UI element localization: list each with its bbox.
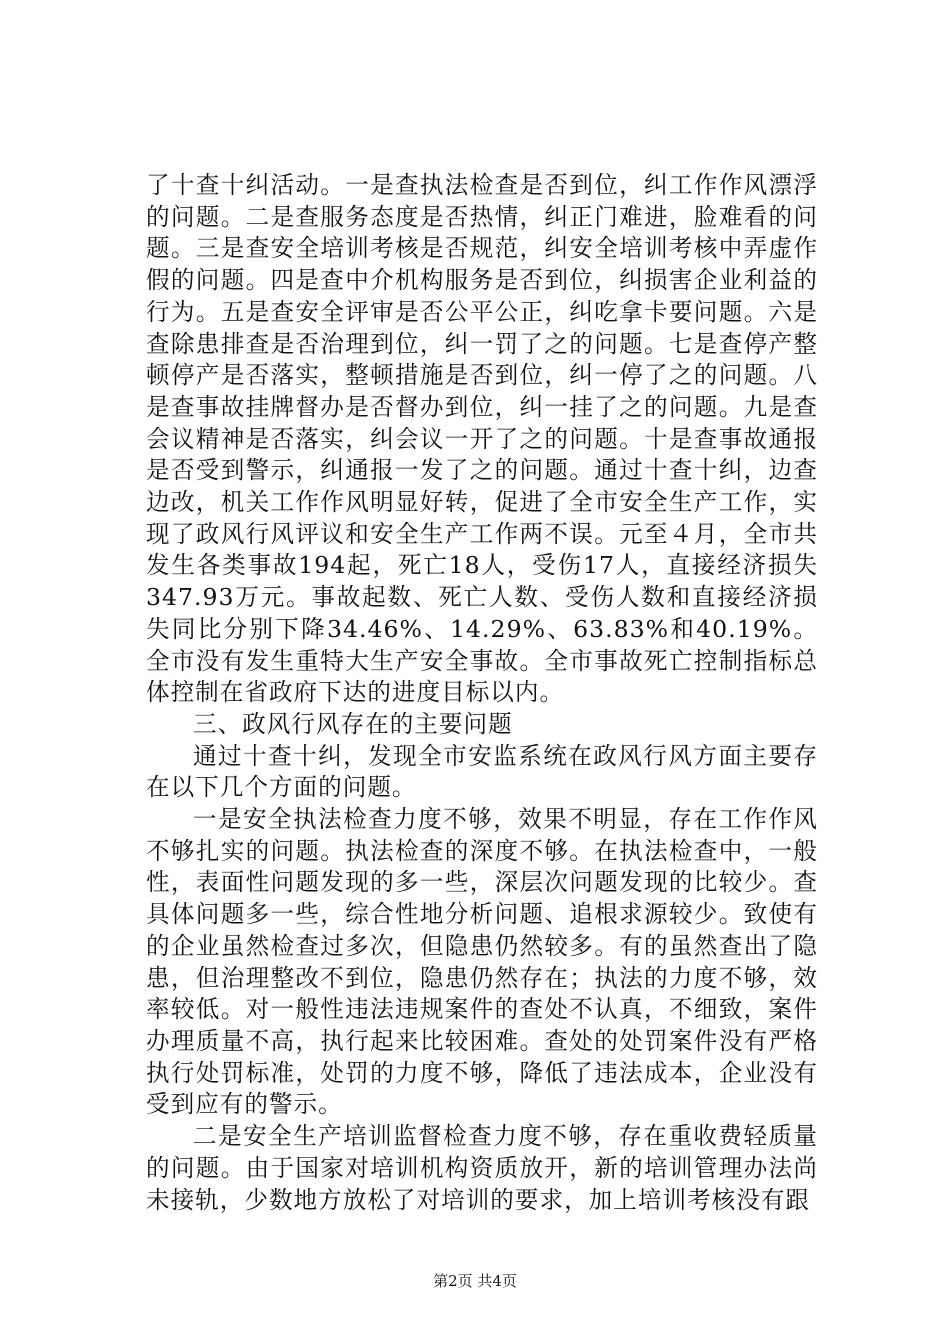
document-body <box>146 170 818 1216</box>
paragraph-continued: 了十查十纠活动。一是查执法检查是否到位，纠工作作风漂浮的问题。二是查服务态度是否热情，纠正门难进，脸难看的问题。三是查安全培训考核是否规范，纠安全培训考核中弄虚作假的问题。四是查中介机构服务是否到位，纠损害企业利益的行为。五是查安全评审是否公平公正，纠吃拿卡要问题。六是查除患排查是否治理到位，纠一罚了之的问题。七是查停产整顿停产是否落实，整顿措施是否到位，纠一停了之的问题。八是查事故挂牌督办是否督办到位，纠一挂了之的问题。九是查会议精神是否落实，纠会议一开了之的问题。十是查事故通报是否受到警示，纠通报一发了之的问题。通过十查十纠，边查边改，机关工作作风明显好转，促进了全市安全生产工作，实现了政风行风评议和安全生产工作两不误。元至４月，全市共发生各类事故194起，死亡18人，受伤17人，直接经济损失347.93万元。事故起数、死亡人数、受伤人数和直接经济损失同比分别下降34.46%、14.29%、63.83%和40.19%。全市没有发生重特大生产安全事故。全市事故死亡控制指标总体控制在省政府下达的进度目标以内。 <box>146 171 818 707</box>
section-heading: 三、政风行风存在的主要问题 <box>193 709 513 738</box>
paragraph-problem-one: 一是安全执法检查力度不够，效果不明显，存在工作作风不够扎实的问题。执法检查的深度不够。在执法检查中，一般性，表面性问题发现的多一些，深层次问题发现的比较少。查具体问题多一些，综合性地分析问题、追根求源较少。致使有的企业虽然检查过多次，但隐患仍然较多。有的虽然查出了隐患，但治理整改不到位，隐患仍然存在；执法的力度不够，效率较低。对一般性违法违规案件的查处不认真，不细致，案件办理质量不高，执行起来比较困难。查处的处罚案件没有严格执行处罚标准，处罚的力度不够，降低了违法成本，企业没有受到应有的警示。 <box>146 805 818 1119</box>
page-footer: 第2页 共4页 <box>433 1272 517 1290</box>
paragraph-problem-two: 二是安全生产培训监督检查力度不够，存在重收费轻质量的问题。由于国家对培训机构资质放开，新的培训管理办法尚未接轨，少数地方放松了对培训的要求，加上培训考核没有跟 <box>146 1122 818 1214</box>
paragraph-intro: 通过十查十纠，发现全市安监系统在政风行风方面主要存在以下几个方面的问题。 <box>146 741 818 802</box>
